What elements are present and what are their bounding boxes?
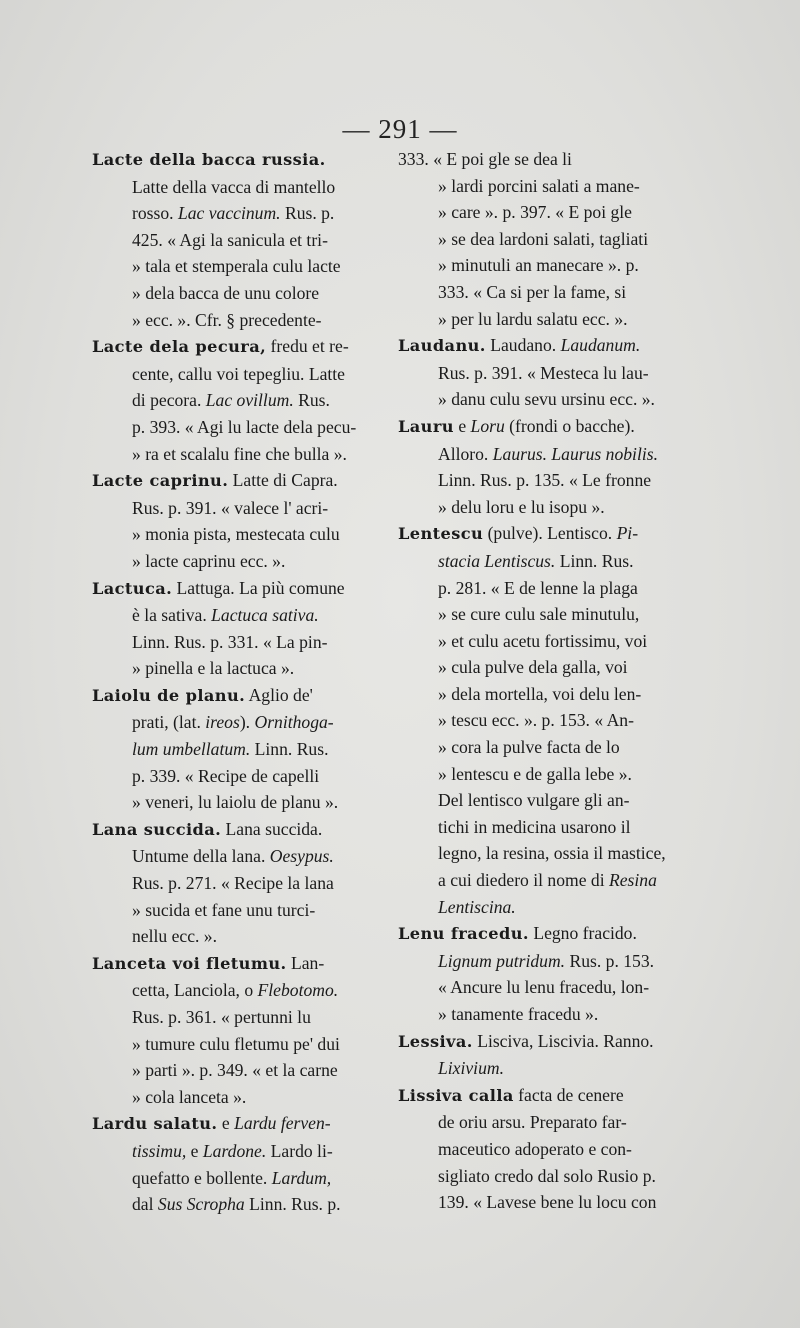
text-line xyxy=(398,1001,716,1028)
text-line xyxy=(92,575,412,603)
dictionary-entry xyxy=(398,332,716,413)
text-run: Latte di Capra. xyxy=(228,470,338,491)
headword: Lissiva calla xyxy=(398,1085,514,1105)
dictionary-entry xyxy=(92,575,412,682)
text-run: legno, la resina, ossia il mastice, xyxy=(438,843,666,864)
italic-term: Oesypus. xyxy=(269,846,334,867)
text-run: » delu loru e lu isopu ». xyxy=(438,496,605,517)
text-run: maceutico adoperato e con- xyxy=(438,1138,632,1159)
text-run: p. 281. « E de lenne la plaga xyxy=(438,577,638,598)
text-run: Latte della vacca di mantello xyxy=(132,176,336,197)
text-line xyxy=(92,709,412,736)
text-run: 333. « Ca si per la fame, si xyxy=(438,281,627,302)
italic-term: Lardum, xyxy=(271,1167,332,1188)
italic-term: Lactuca sativa. xyxy=(211,605,319,626)
italic-term: lum umbellatum. xyxy=(132,739,251,760)
italic-term: Ornithoga- xyxy=(254,712,334,733)
text-run: Legno fracido. xyxy=(528,923,637,944)
text-run: Lardo li- xyxy=(266,1140,333,1161)
text-run: » minutuli an manecare ». p. xyxy=(438,255,639,276)
text-line xyxy=(398,654,716,681)
text-run: (frondi o bacche). xyxy=(504,415,635,436)
text-run: tichi in medicina usarono il xyxy=(438,816,631,837)
text-run: Rus. p. xyxy=(280,203,335,224)
dictionary-entry xyxy=(92,333,412,467)
italic-term: Lac vaccinum. xyxy=(177,203,281,224)
text-line xyxy=(92,736,412,763)
text-line xyxy=(398,787,716,814)
text-run: » ra et scalalu fine che bulla ». xyxy=(132,443,347,464)
text-run: (pulve). Lentisco. xyxy=(483,523,617,544)
text-run: » pinella e la lactuca ». xyxy=(132,658,295,679)
text-run: » ecc. ». Cfr. § precedente- xyxy=(132,309,322,330)
text-line xyxy=(92,227,412,254)
text-run: » dela mortella, voi delu len- xyxy=(438,683,642,704)
text-line xyxy=(92,843,412,870)
text-line xyxy=(92,1084,412,1111)
text-run: 333. « E poi gle se dea li xyxy=(398,149,572,169)
text-line xyxy=(398,601,716,628)
text-run: » se dea lardoni salati, tagliati xyxy=(438,228,649,249)
text-line xyxy=(92,977,412,1004)
text-line xyxy=(398,1163,716,1190)
text-run: Linn. Rus. xyxy=(555,550,634,571)
text-line xyxy=(92,655,412,682)
headword: Lacte della bacca russia. xyxy=(92,150,326,169)
text-line xyxy=(92,414,412,441)
text-line xyxy=(398,628,716,655)
text-run: de oriu arsu. Preparato far- xyxy=(438,1112,627,1133)
text-run: Rus. p. 361. « pertunni lu xyxy=(132,1007,311,1027)
text-line xyxy=(398,761,716,788)
text-run: facta de cenere xyxy=(513,1084,624,1105)
italic-term: tissimu, xyxy=(132,1140,187,1161)
text-line xyxy=(398,1028,716,1056)
text-line xyxy=(398,575,716,602)
text-line xyxy=(398,840,716,867)
text-run: » tala et stemperala culu lacte xyxy=(132,256,341,277)
text-run: » per lu lardu salatu ecc. ». xyxy=(438,308,628,329)
text-line xyxy=(398,173,716,200)
text-line xyxy=(92,1031,412,1058)
text-line xyxy=(92,387,412,414)
text-line xyxy=(92,950,412,978)
text-run: 425. « Agi la sanicula et tri- xyxy=(132,229,328,250)
text-run: Laudano. xyxy=(485,335,561,356)
dictionary-entry xyxy=(398,920,716,1027)
text-run: Rus. p. 391. « valece l' acri- xyxy=(132,497,329,518)
text-run: » cula pulve dela galla, voi xyxy=(438,657,628,678)
italic-term: stacia Lentiscus. xyxy=(438,550,556,571)
page-number: — 291 — xyxy=(342,114,458,144)
text-line xyxy=(92,333,412,361)
text-line xyxy=(92,1110,412,1138)
text-line xyxy=(92,870,412,897)
text-line xyxy=(398,146,716,173)
text-run: Del lentisco vulgare gli an- xyxy=(438,790,630,811)
text-run: Rus. p. 391. « Mesteca lu lau- xyxy=(438,362,649,383)
text-run: » cora la pulve facta de lo xyxy=(438,737,620,758)
text-line xyxy=(92,521,412,548)
text-line xyxy=(398,1109,716,1136)
dictionary-entry xyxy=(398,146,716,332)
text-line xyxy=(92,682,412,710)
text-run: Aglio de' xyxy=(245,684,313,705)
text-run: Lisciva, Liscivia. Ranno. xyxy=(472,1030,654,1051)
text-run: » lardi porcini salati a mane- xyxy=(438,175,640,196)
text-line xyxy=(398,520,716,548)
text-run: è la sativa. xyxy=(132,605,212,626)
text-line xyxy=(92,816,412,844)
text-run: cente, callu voi tepegliu. Latte xyxy=(132,363,345,384)
text-run: e xyxy=(217,1113,235,1134)
text-line xyxy=(398,867,716,894)
text-run: Linn. Rus. p. 135. « Le fronne xyxy=(438,470,652,491)
italic-term: Flebotomo. xyxy=(257,980,339,1001)
headword: Laiolu de planu. xyxy=(92,685,246,705)
text-run: Lana succida. xyxy=(221,818,323,839)
text-line xyxy=(92,253,412,280)
text-run: » lacte caprinu ecc. ». xyxy=(132,550,286,571)
text-run: Linn. Rus. p. 331. « La pin- xyxy=(132,631,328,652)
headword: Lentescu xyxy=(398,524,484,544)
text-run: p. 393. « Agi lu lacte dela pecu- xyxy=(132,416,357,437)
text-run: fredu et re- xyxy=(266,336,349,357)
text-line xyxy=(398,814,716,841)
headword: Lessiva. xyxy=(398,1031,473,1051)
text-line xyxy=(92,897,412,924)
text-line xyxy=(398,252,716,279)
text-line xyxy=(398,1055,716,1082)
right-column xyxy=(398,146,716,1216)
headword: Lacte dela pecura, xyxy=(92,337,267,357)
text-line xyxy=(92,548,412,575)
text-line xyxy=(92,200,412,227)
text-line xyxy=(398,360,716,387)
text-line xyxy=(398,707,716,734)
text-run: Lan- xyxy=(286,952,325,973)
italic-term: Lignum putridum. xyxy=(438,950,566,971)
text-run: » danu culu sevu ursinu ecc. ». xyxy=(438,389,655,410)
italic-term: Laudanum. xyxy=(560,335,641,356)
dictionary-entry xyxy=(398,1082,716,1216)
italic-term: Lac ovillum. xyxy=(205,390,294,411)
text-run: » parti ». p. 349. « et la carne xyxy=(132,1060,338,1081)
headword: Lauru xyxy=(398,416,454,436)
text-line xyxy=(398,199,716,226)
text-line xyxy=(398,681,716,708)
text-line xyxy=(398,386,716,413)
italic-term: Loru xyxy=(470,415,505,436)
text-run: » dela bacca de unu colore xyxy=(132,282,320,303)
text-line xyxy=(398,894,716,921)
text-run: » tumure culu fletumu pe' dui xyxy=(132,1033,340,1054)
dictionary-entry xyxy=(92,146,412,333)
text-line xyxy=(398,948,716,975)
text-run: quefatto e bollente. xyxy=(132,1167,272,1188)
text-run: cetta, Lanciola, o xyxy=(132,980,258,1001)
dictionary-entry xyxy=(92,682,412,816)
text-line xyxy=(398,306,716,333)
text-run: Rus. p. 153. xyxy=(565,950,655,971)
text-line xyxy=(92,1191,412,1218)
headword: Lenu fracedu. xyxy=(398,924,529,944)
headword: Laudanu. xyxy=(398,336,486,356)
text-line xyxy=(92,1057,412,1084)
dictionary-entry xyxy=(92,950,412,1111)
text-line xyxy=(398,441,716,468)
text-run: » veneri, lu laiolu de planu ». xyxy=(132,792,339,813)
text-run: prati, (lat. xyxy=(132,712,206,733)
text-line xyxy=(398,974,716,1001)
dictionary-entry xyxy=(92,816,412,950)
text-line xyxy=(92,923,412,950)
text-line xyxy=(92,467,412,495)
text-line xyxy=(398,226,716,253)
headword: Lana succida. xyxy=(92,819,222,839)
text-line xyxy=(398,279,716,306)
text-line xyxy=(398,734,716,761)
text-run: » tescu ecc. ». p. 153. « An- xyxy=(438,710,634,731)
headword: Lardu salatu. xyxy=(92,1114,218,1134)
text-line xyxy=(92,146,412,174)
text-run: rosso. xyxy=(132,203,178,224)
text-line xyxy=(92,495,412,522)
italic-term: Resina xyxy=(609,870,657,891)
text-run: di pecora. xyxy=(132,390,206,411)
text-line xyxy=(398,494,716,521)
text-line xyxy=(398,467,716,494)
text-run: Alloro. xyxy=(438,443,493,464)
text-run: « Ancure lu lenu fracedu, lon- xyxy=(438,977,650,998)
text-line xyxy=(398,413,716,441)
italic-term: Lixivium. xyxy=(438,1058,504,1079)
text-run: Lattuga. La più comune xyxy=(172,577,345,598)
text-run: » monia pista, mestecata culu xyxy=(132,524,340,545)
text-run: » sucida et fane unu turci- xyxy=(132,899,316,920)
text-run: » cola lanceta ». xyxy=(132,1086,247,1107)
text-run: » et culu acetu fortissimu, voi xyxy=(438,630,648,651)
headword: Lacte caprinu. xyxy=(92,471,229,491)
italic-term: ireos xyxy=(205,712,240,733)
text-run: e xyxy=(186,1140,203,1161)
italic-term: Lardu ferven- xyxy=(234,1113,331,1134)
text-line xyxy=(92,280,412,307)
text-run: ). xyxy=(239,712,255,733)
headword: Lactuca. xyxy=(92,578,173,598)
italic-term: Pi- xyxy=(616,523,639,544)
text-run: nellu ecc. ». xyxy=(132,926,217,947)
text-line xyxy=(92,629,412,656)
italic-term: Sus Scropha xyxy=(157,1194,245,1215)
text-run: » care ». p. 397. « E poi gle xyxy=(438,202,632,223)
text-line xyxy=(398,920,716,948)
text-line xyxy=(92,763,412,790)
text-line xyxy=(398,1082,716,1110)
text-run: e xyxy=(453,415,471,436)
italic-term: Lardone. xyxy=(202,1140,267,1161)
text-run: Rus. p. 271. « Recipe la lana xyxy=(132,873,334,894)
text-run: a cui diedero il nome di xyxy=(438,870,609,891)
text-run: Linn. Rus. xyxy=(250,739,329,760)
dictionary-entry xyxy=(92,467,412,574)
dictionary-entry xyxy=(398,1028,716,1082)
dictionary-entry xyxy=(92,1110,412,1217)
text-run: dal xyxy=(132,1194,158,1215)
text-run: sigliato credo dal solo Rusio p. xyxy=(438,1165,656,1186)
text-run: » lentescu e de galla lebe ». xyxy=(438,763,632,784)
text-line xyxy=(398,1136,716,1163)
text-line xyxy=(398,1189,716,1216)
text-line xyxy=(398,332,716,360)
text-run: » tanamente fracedu ». xyxy=(438,1004,599,1024)
text-line xyxy=(92,307,412,334)
italic-term: Lentiscina. xyxy=(438,896,516,917)
text-run: Linn. Rus. p. xyxy=(244,1194,341,1215)
text-run: p. 339. « Recipe de capelli xyxy=(132,765,320,786)
dictionary-entry xyxy=(398,413,716,520)
text-line xyxy=(92,1165,412,1192)
headword: Lanceta voi fletumu. xyxy=(92,953,287,973)
text-run: » se cure culu sale minutulu, xyxy=(438,604,640,625)
text-line xyxy=(398,548,716,575)
left-column xyxy=(92,146,412,1218)
text-run: 139. « Lavese bene lu locu con xyxy=(438,1192,657,1213)
text-run: Untume della lana. xyxy=(132,846,270,867)
text-line xyxy=(92,174,412,201)
text-line xyxy=(92,602,412,629)
text-line xyxy=(92,1004,412,1031)
text-line xyxy=(92,1138,412,1165)
dictionary-entry xyxy=(398,520,716,920)
italic-term: Laurus. Laurus nobilis. xyxy=(492,443,658,464)
text-line xyxy=(92,789,412,816)
text-line xyxy=(92,441,412,468)
text-line xyxy=(92,361,412,388)
text-run: Rus. xyxy=(293,390,330,411)
